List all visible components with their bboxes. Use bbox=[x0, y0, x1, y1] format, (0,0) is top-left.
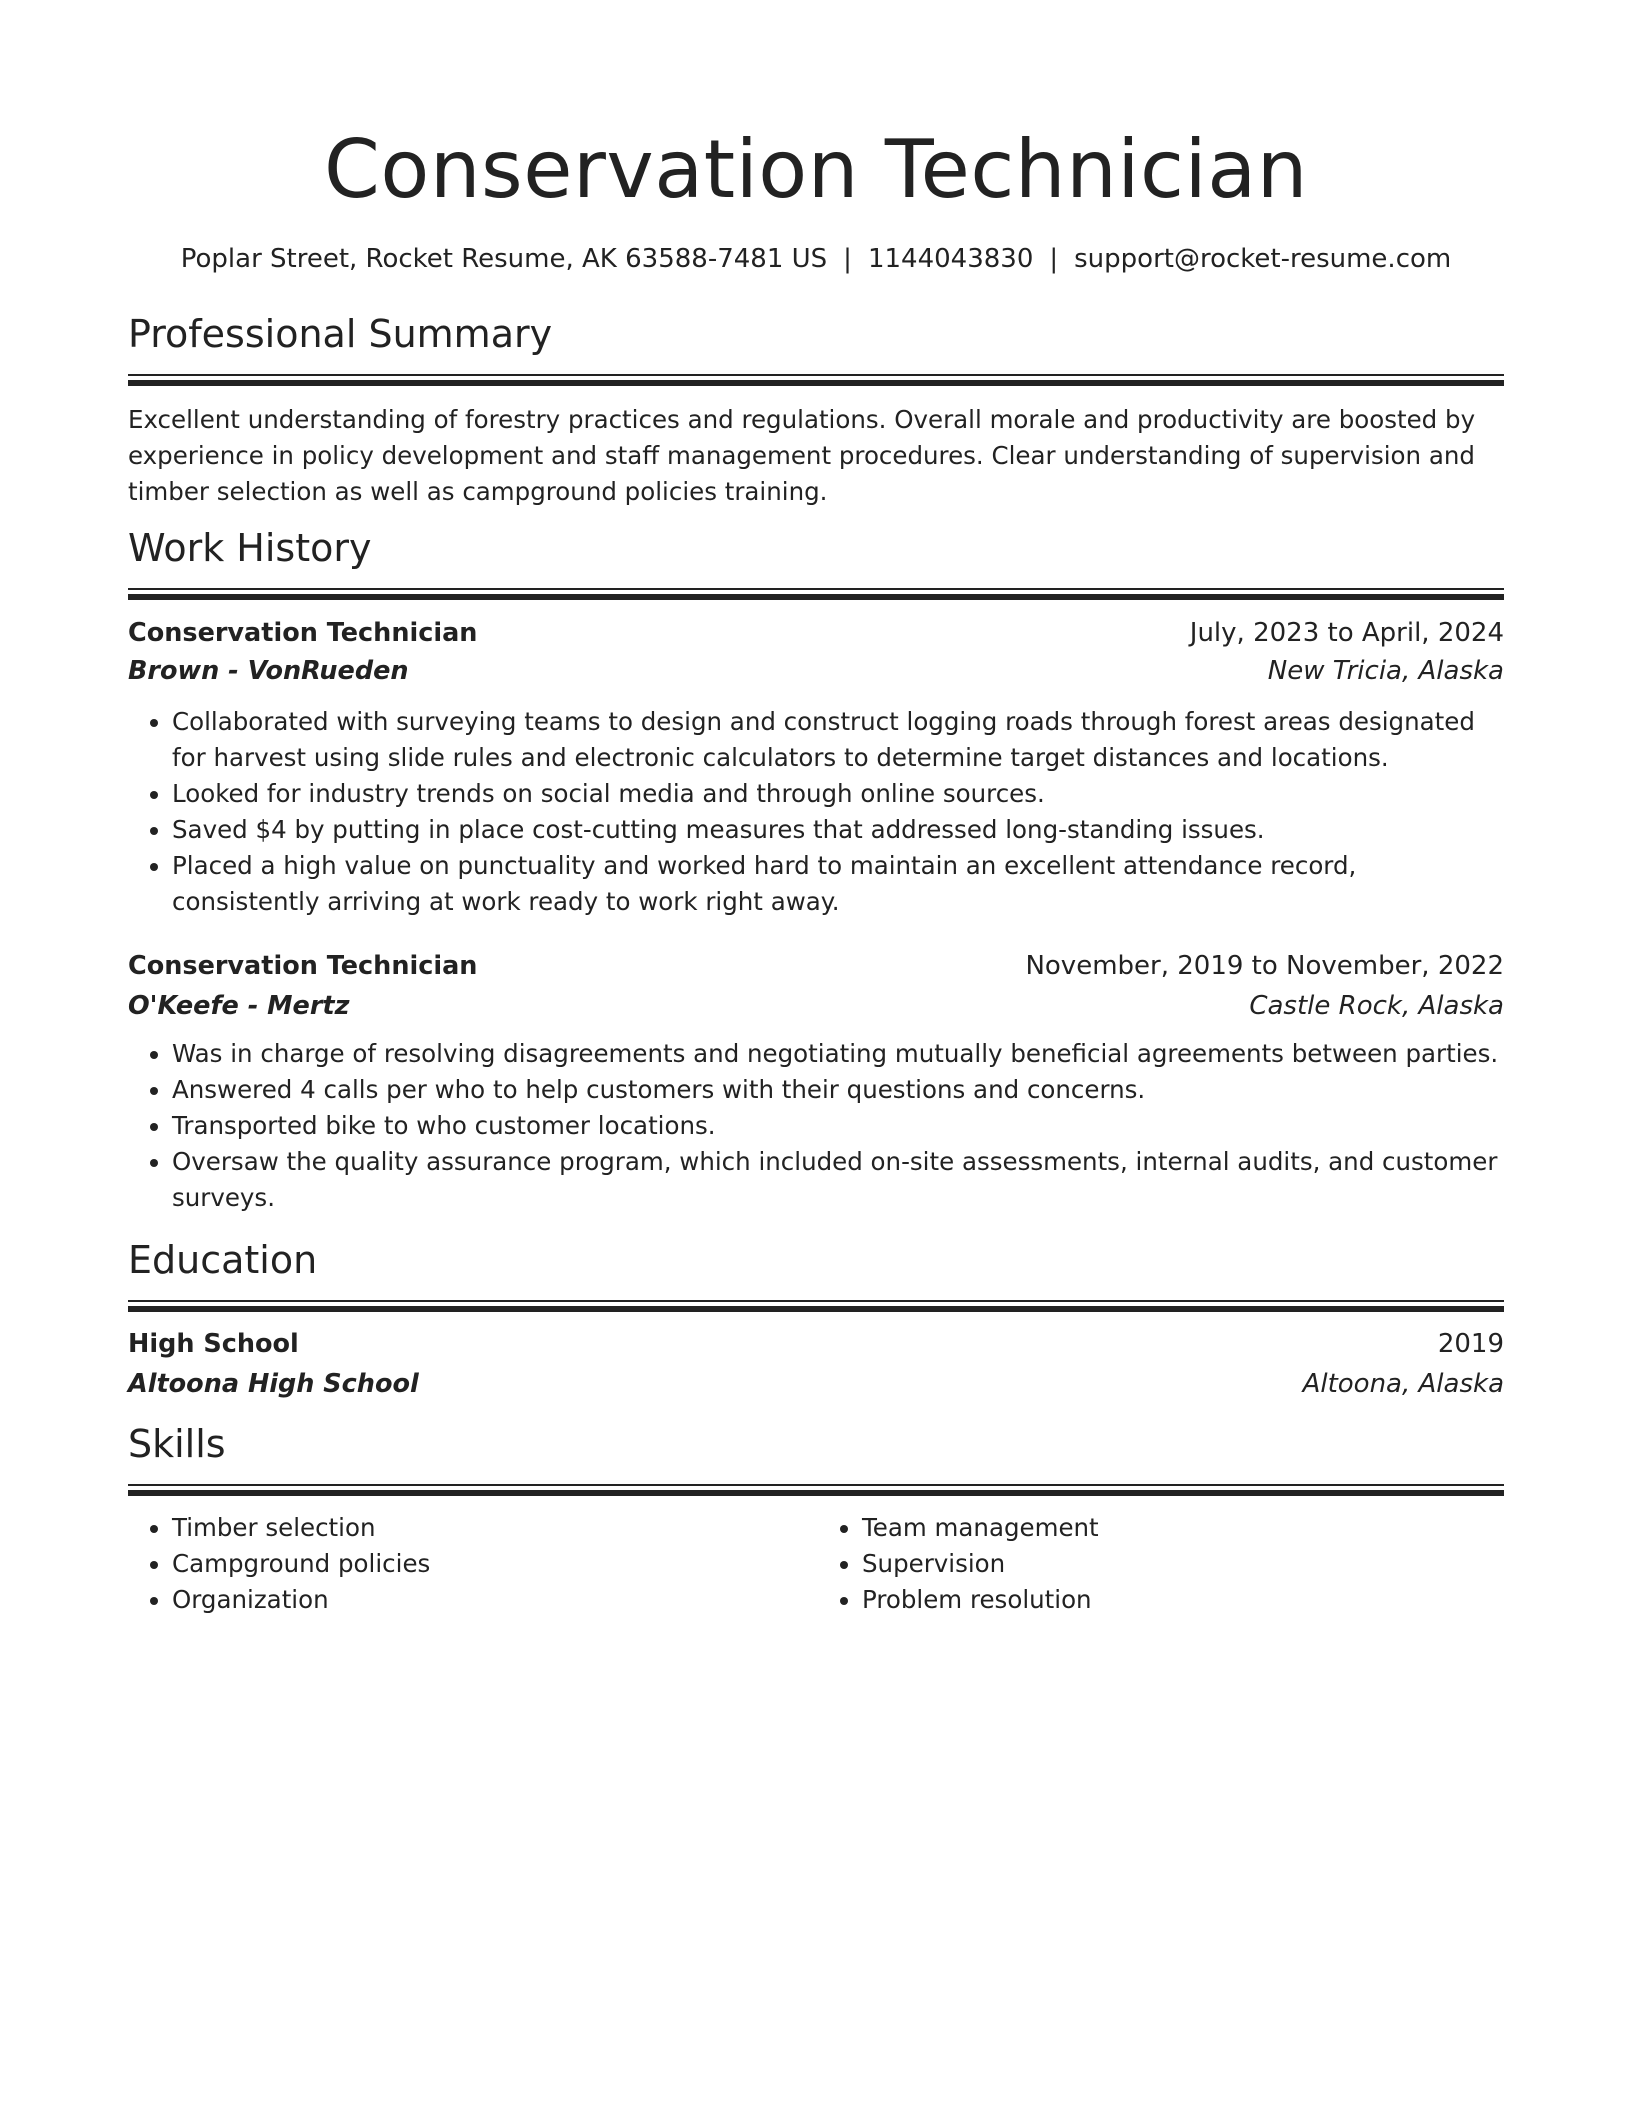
section-title-summary: Professional Summary bbox=[128, 312, 553, 356]
list-item: • Oversaw the quality assurance program, which included on-site assessments, internal audits, and customer surveys. bbox=[172, 1144, 1504, 1216]
list-item: • Campground policies bbox=[172, 1546, 814, 1582]
education-school-row bbox=[128, 1364, 1504, 1404]
job-employer: Brown - VonRueden bbox=[128, 656, 409, 686]
section-divider bbox=[128, 374, 1504, 388]
section-divider bbox=[128, 1300, 1504, 1314]
summary-text: Excellent understanding of forestry practices and regulations. Overall morale and productivity are boosted by experience in policy development and staff management procedures. Clear understanding of supervision and timber selection as well as campground policies training. bbox=[128, 405, 1476, 506]
section-title-skills: Skills bbox=[128, 1422, 226, 1466]
list-item: • Team management bbox=[862, 1510, 1504, 1546]
contact-address: Poplar Street, Rocket Resume, AK 63588-7481 US bbox=[180, 244, 828, 274]
skills-list-right bbox=[814, 1510, 1504, 1618]
education-degree: High School bbox=[128, 1329, 299, 1359]
job-entry bbox=[128, 946, 1504, 1216]
skills-columns bbox=[128, 1510, 1504, 1618]
education-header-row bbox=[128, 1324, 1504, 1364]
job-employer: O'Keefe - Mertz bbox=[128, 991, 350, 1021]
job-bullets bbox=[128, 704, 1504, 920]
list-item: • Answered 4 calls per who to help customers with their questions and concerns. bbox=[172, 1072, 1504, 1108]
job-header-row bbox=[128, 946, 1504, 986]
list-item: • Placed a high value on punctuality and worked hard to maintain an excellent attendance record, consistently arriving at work ready to work right away. bbox=[172, 848, 1504, 920]
section-title-education: Education bbox=[128, 1238, 318, 1282]
list-item: • Collaborated with surveying teams to design and construct logging roads through forest areas designated for harvest using slide rules and electronic calculators to determine target distances and locations. bbox=[172, 704, 1504, 776]
job-location: New Tricia, Alaska bbox=[1267, 656, 1504, 686]
job-entry bbox=[128, 614, 1504, 920]
job-bullets bbox=[128, 1036, 1504, 1216]
contact-separator: | bbox=[843, 244, 852, 274]
list-item: • Problem resolution bbox=[862, 1582, 1504, 1618]
contact-email: support@rocket-resume.com bbox=[1074, 244, 1452, 274]
list-item: • Supervision bbox=[862, 1546, 1504, 1582]
work-history-section bbox=[128, 524, 1504, 1216]
list-item: • Timber selection bbox=[172, 1510, 814, 1546]
job-employer-row bbox=[128, 986, 1504, 1026]
summary-section bbox=[128, 310, 1504, 510]
job-employer-row bbox=[128, 652, 1504, 690]
list-item: • Organization bbox=[172, 1582, 814, 1618]
contact-phone: 1144043830 bbox=[867, 244, 1034, 274]
resume-name: Conservation Technician bbox=[324, 123, 1308, 216]
job-dates: November, 2019 to November, 2022 bbox=[1025, 951, 1504, 981]
list-item: • Saved $4 by putting in place cost-cutting measures that addressed long-standing issues. bbox=[172, 812, 1504, 848]
job-header-row bbox=[128, 614, 1504, 652]
section-divider bbox=[128, 1484, 1504, 1498]
list-item: • Was in charge of resolving disagreements and negotiating mutually beneficial agreements between parties. bbox=[172, 1036, 1504, 1072]
skills-list-left bbox=[128, 1510, 814, 1618]
education-school: Altoona High School bbox=[128, 1369, 419, 1399]
section-title-work: Work History bbox=[128, 526, 372, 570]
list-item: • Transported bike to who customer locations. bbox=[172, 1108, 1504, 1144]
job-title: Conservation Technician bbox=[128, 951, 478, 981]
skills-section bbox=[128, 1420, 1504, 1618]
job-location: Castle Rock, Alaska bbox=[1249, 991, 1504, 1021]
education-section bbox=[128, 1236, 1504, 1404]
education-year: 2019 bbox=[1437, 1329, 1504, 1359]
contact-separator: | bbox=[1049, 244, 1059, 274]
list-item: • Looked for industry trends on social media and through online sources. bbox=[172, 776, 1504, 812]
job-title: Conservation Technician bbox=[128, 618, 478, 648]
job-dates: July, 2023 to April, 2024 bbox=[1189, 618, 1504, 648]
contact-line bbox=[128, 242, 1504, 276]
education-location: Altoona, Alaska bbox=[1302, 1369, 1504, 1399]
section-divider bbox=[128, 588, 1504, 602]
